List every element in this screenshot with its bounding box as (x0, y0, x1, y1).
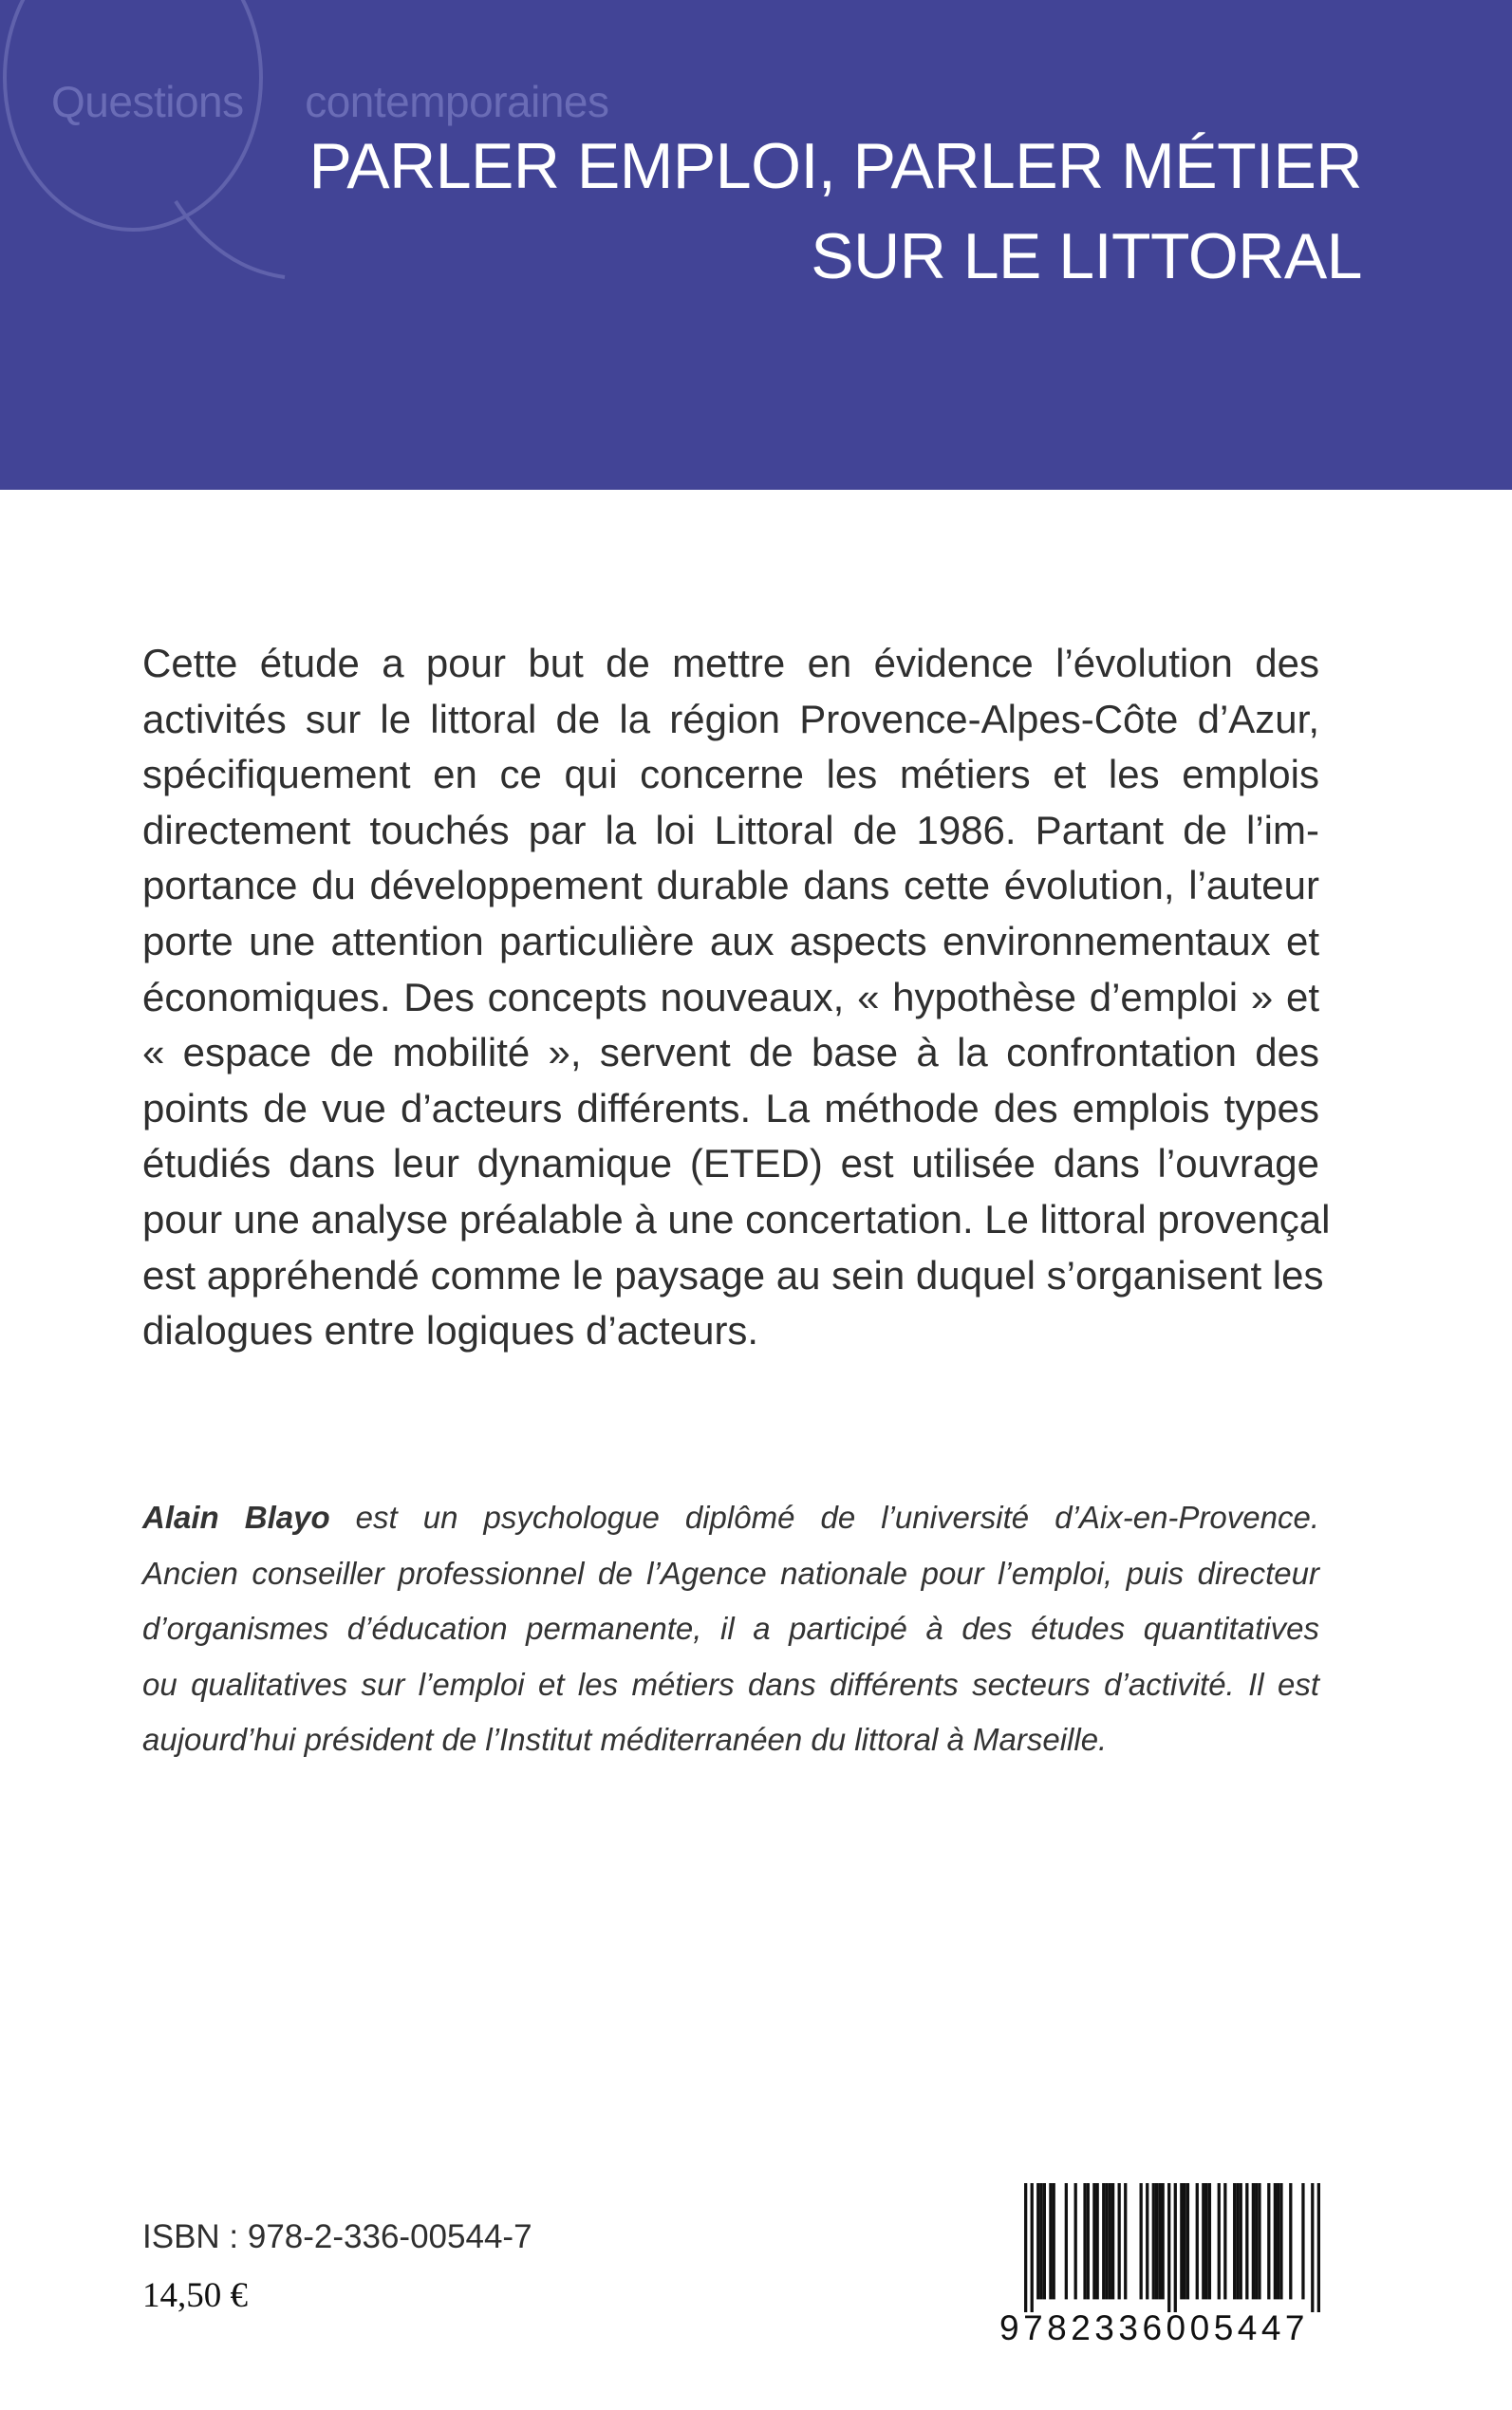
barcode-bar (1196, 2183, 1199, 2299)
barcode-digits: 9782336005447 (999, 2308, 1310, 2347)
barcode-bar (1036, 2183, 1039, 2299)
barcode-bar (1111, 2183, 1114, 2299)
barcode-bar (1031, 2183, 1034, 2312)
barcode-bar (1155, 2183, 1158, 2299)
barcode-bar (1223, 2183, 1226, 2299)
barcode-bar (1146, 2183, 1148, 2299)
author-bio (142, 1490, 1319, 1768)
barcode-bar (1105, 2183, 1108, 2299)
bio-line: Ancien conseiller professionnel de l’Agence nationale pour l’emploi, puis directeur (142, 1555, 1319, 1591)
summary-line: « espace de mobilité », servent de base à la confrontation des (142, 1030, 1319, 1075)
barcode-bar (1289, 2183, 1292, 2299)
book-summary (142, 636, 1331, 1359)
barcode-bar (1258, 2183, 1260, 2299)
barcode-bar (1074, 2183, 1077, 2299)
barcode-bar (1053, 2183, 1055, 2299)
summary-line: spécifiquement en ce qui concerne les métiers et les emplois (142, 752, 1319, 797)
barcode-bar (1208, 2183, 1211, 2299)
barcode-bar (1245, 2183, 1248, 2299)
barcode-bar (1183, 2183, 1185, 2299)
summary-line: étudiés dans leur dynamique (ETED) est utilisée dans l’ouvrage (142, 1141, 1319, 1186)
summary-line: porte une attention particulière aux aspects environnementaux et (142, 918, 1319, 963)
summary-line: directement touchés par la loi Littoral de 1986. Partant de l’im- (142, 807, 1319, 852)
bio-line-1 (142, 1490, 1319, 1546)
summary-line: dialogues entre logiques d’acteurs. (142, 1308, 759, 1354)
barcode-bar (1024, 2183, 1027, 2312)
isbn-number: ISBN : 978-2-336-00544-7 (142, 2218, 532, 2255)
barcode-bar (1087, 2183, 1090, 2299)
barcode-bar (1096, 2183, 1099, 2299)
barcode-bar (1039, 2183, 1042, 2299)
barcode-bar (1204, 2183, 1207, 2299)
barcode-bar (1124, 2183, 1127, 2299)
barcode-bar (1252, 2183, 1255, 2299)
summary-line: pour une analyse préalable à une concertation. Le littoral provençal (142, 1196, 1331, 1242)
summary-line: Cette étude a pour but de mettre en évidence l’évolution des (142, 641, 1319, 685)
barcode-bar (1083, 2183, 1086, 2299)
barcode-bar (1152, 2183, 1155, 2299)
summary-line: points de vue d’acteurs différents. La méthode des emplois types (142, 1085, 1319, 1130)
author-name: Alain Blayo (142, 1500, 330, 1535)
barcode-bar (1274, 2183, 1277, 2299)
barcode-bar (1065, 2183, 1068, 2299)
summary-line: portance du développement durable dans cette évolution, l’auteur (142, 863, 1319, 908)
book-price: 14,50 € (142, 2276, 248, 2315)
barcode-bar (1279, 2183, 1282, 2299)
barcode-bar (1267, 2183, 1270, 2299)
barcode-bar (1240, 2183, 1242, 2299)
summary-line: est appréhendé comme le paysage au sein duquel s’organisent les (142, 1252, 1324, 1298)
barcode-bar (1049, 2183, 1052, 2299)
series-word-1: Questions (51, 77, 244, 126)
barcode-bar (1236, 2183, 1239, 2299)
bio-line: ou qualitatives sur l’emploi et les métiers dans différents secteurs d’activité. Il est (142, 1666, 1319, 1702)
book-title (308, 121, 1362, 302)
barcode-bar (1218, 2183, 1221, 2299)
title-line-1: PARLER EMPLOI, PARLER MÉTIER (308, 130, 1362, 202)
title-line-2: SUR LE LITTORAL (811, 220, 1362, 292)
barcode-bar (1186, 2183, 1189, 2299)
barcode-bar (1174, 2183, 1177, 2312)
barcode-bar (1202, 2183, 1204, 2299)
bio-line: d’organismes d’éducation permanente, il a participé à des études quantitatives (142, 1611, 1319, 1646)
barcode-bar (1109, 2183, 1111, 2299)
bio-line-1-text: est un psychologue diplômé de l’université d’Aix-en-Provence. (329, 1500, 1319, 1535)
barcode-bar (1162, 2183, 1165, 2299)
barcode-bar (1277, 2183, 1279, 2299)
barcode-bars (1024, 2183, 1320, 2312)
summary-line: activités sur le littoral de la région Provence-Alpes-Côte d’Azur, (142, 696, 1319, 741)
series-name (51, 76, 609, 127)
barcode-bar (1311, 2183, 1314, 2312)
barcode-bar (1167, 2183, 1170, 2312)
q-letter-icon (0, 0, 313, 296)
barcode-bar (1233, 2183, 1236, 2299)
bio-line: aujourd’hui président de l’Institut méditerranéen du littoral à Marseille. (142, 1722, 1108, 1757)
barcode-bar (1102, 2183, 1105, 2299)
series-word-2: contemporaines (305, 77, 609, 126)
cover-header-band (0, 0, 1512, 490)
summary-line: économiques. Des concepts nouveaux, « hypothèse d’emploi » et (142, 974, 1319, 1019)
barcode-bar (1317, 2183, 1320, 2312)
barcode-bar (1255, 2183, 1258, 2299)
barcode-bar (1180, 2183, 1183, 2299)
barcode-bar (1158, 2183, 1161, 2299)
barcode-bar (1301, 2183, 1304, 2299)
barcode-bar (1043, 2183, 1046, 2299)
barcode-bar (1118, 2183, 1121, 2299)
barcode-bar (1140, 2183, 1143, 2299)
ean13-barcode-icon (999, 2177, 1328, 2353)
barcode-bar (1092, 2183, 1095, 2299)
